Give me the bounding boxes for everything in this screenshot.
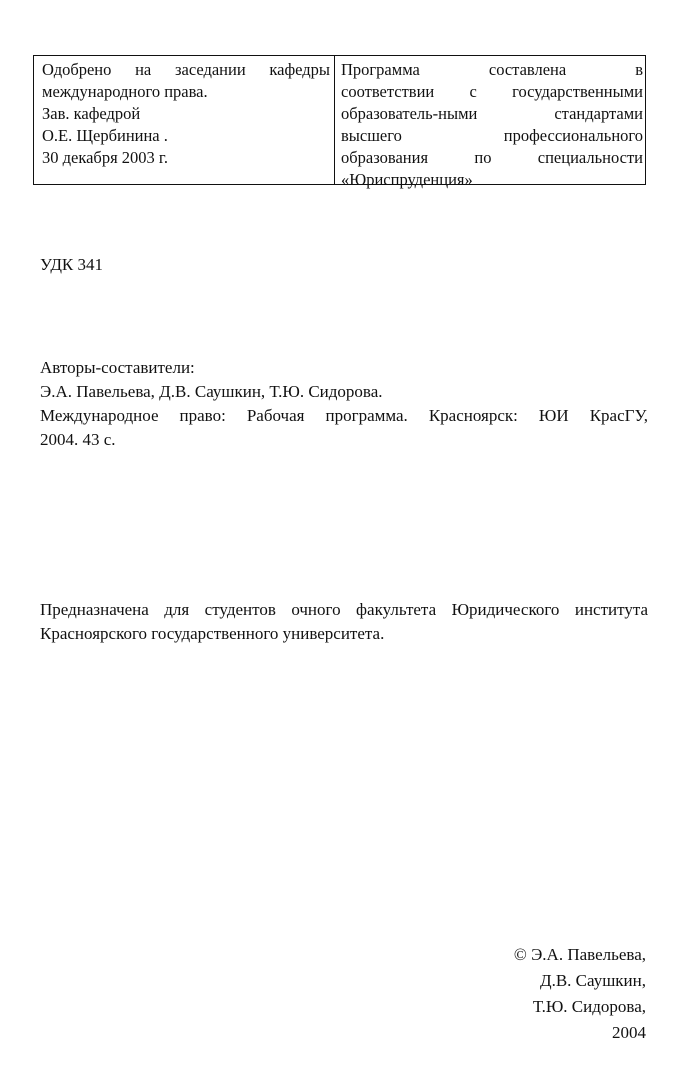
copyright-line: Д.В. Саушкин,: [539, 971, 646, 990]
approval-right-cell: [335, 56, 645, 189]
approval-right-line: образователь-ными стандартами: [341, 104, 643, 123]
approval-left-line: Одобрено на заседании кафедры: [42, 60, 330, 79]
approval-right-line: «Юриспруденция»: [341, 170, 473, 189]
purpose-line: Предназначена для студентов очного факультета Юридического института: [40, 600, 648, 619]
approval-left-cell: [34, 56, 335, 184]
approval-left-line: 30 декабря 2003 г.: [42, 148, 168, 167]
approval-right-line: образования по специальности: [341, 148, 643, 167]
approval-table: [33, 55, 646, 189]
approval-right-line: соответствии с государственными: [341, 82, 643, 101]
authors-label: Авторы-составители:: [40, 358, 195, 377]
copyright-block: [514, 942, 646, 1046]
copyright-line: Т.Ю. Сидорова,: [532, 997, 646, 1016]
approval-right-line: высшего профессионального: [341, 126, 643, 145]
citation-line: 2004. 43 с.: [40, 430, 116, 449]
approval-left-line: международного права.: [42, 82, 208, 101]
copyright-line: © Э.А. Павельева,: [513, 945, 646, 964]
authors-names: Э.А. Павельева, Д.В. Саушкин, Т.Ю. Сидорова.: [40, 382, 383, 401]
approval-left-line: Зав. кафедрой: [42, 104, 141, 123]
citation-line: Международное право: Рабочая программа. Красноярск: ЮИ КрасГУ,: [40, 406, 648, 425]
approval-left-line: О.Е. Щербинина .: [42, 126, 168, 145]
copyright-year: 2004: [612, 1023, 646, 1042]
authors-block: [40, 356, 648, 452]
udk-code: УДК 341: [40, 255, 104, 274]
purpose-line: Красноярского государственного университета.: [40, 624, 385, 643]
approval-right-line: Программа составлена в: [341, 60, 643, 79]
purpose-block: [40, 598, 648, 646]
